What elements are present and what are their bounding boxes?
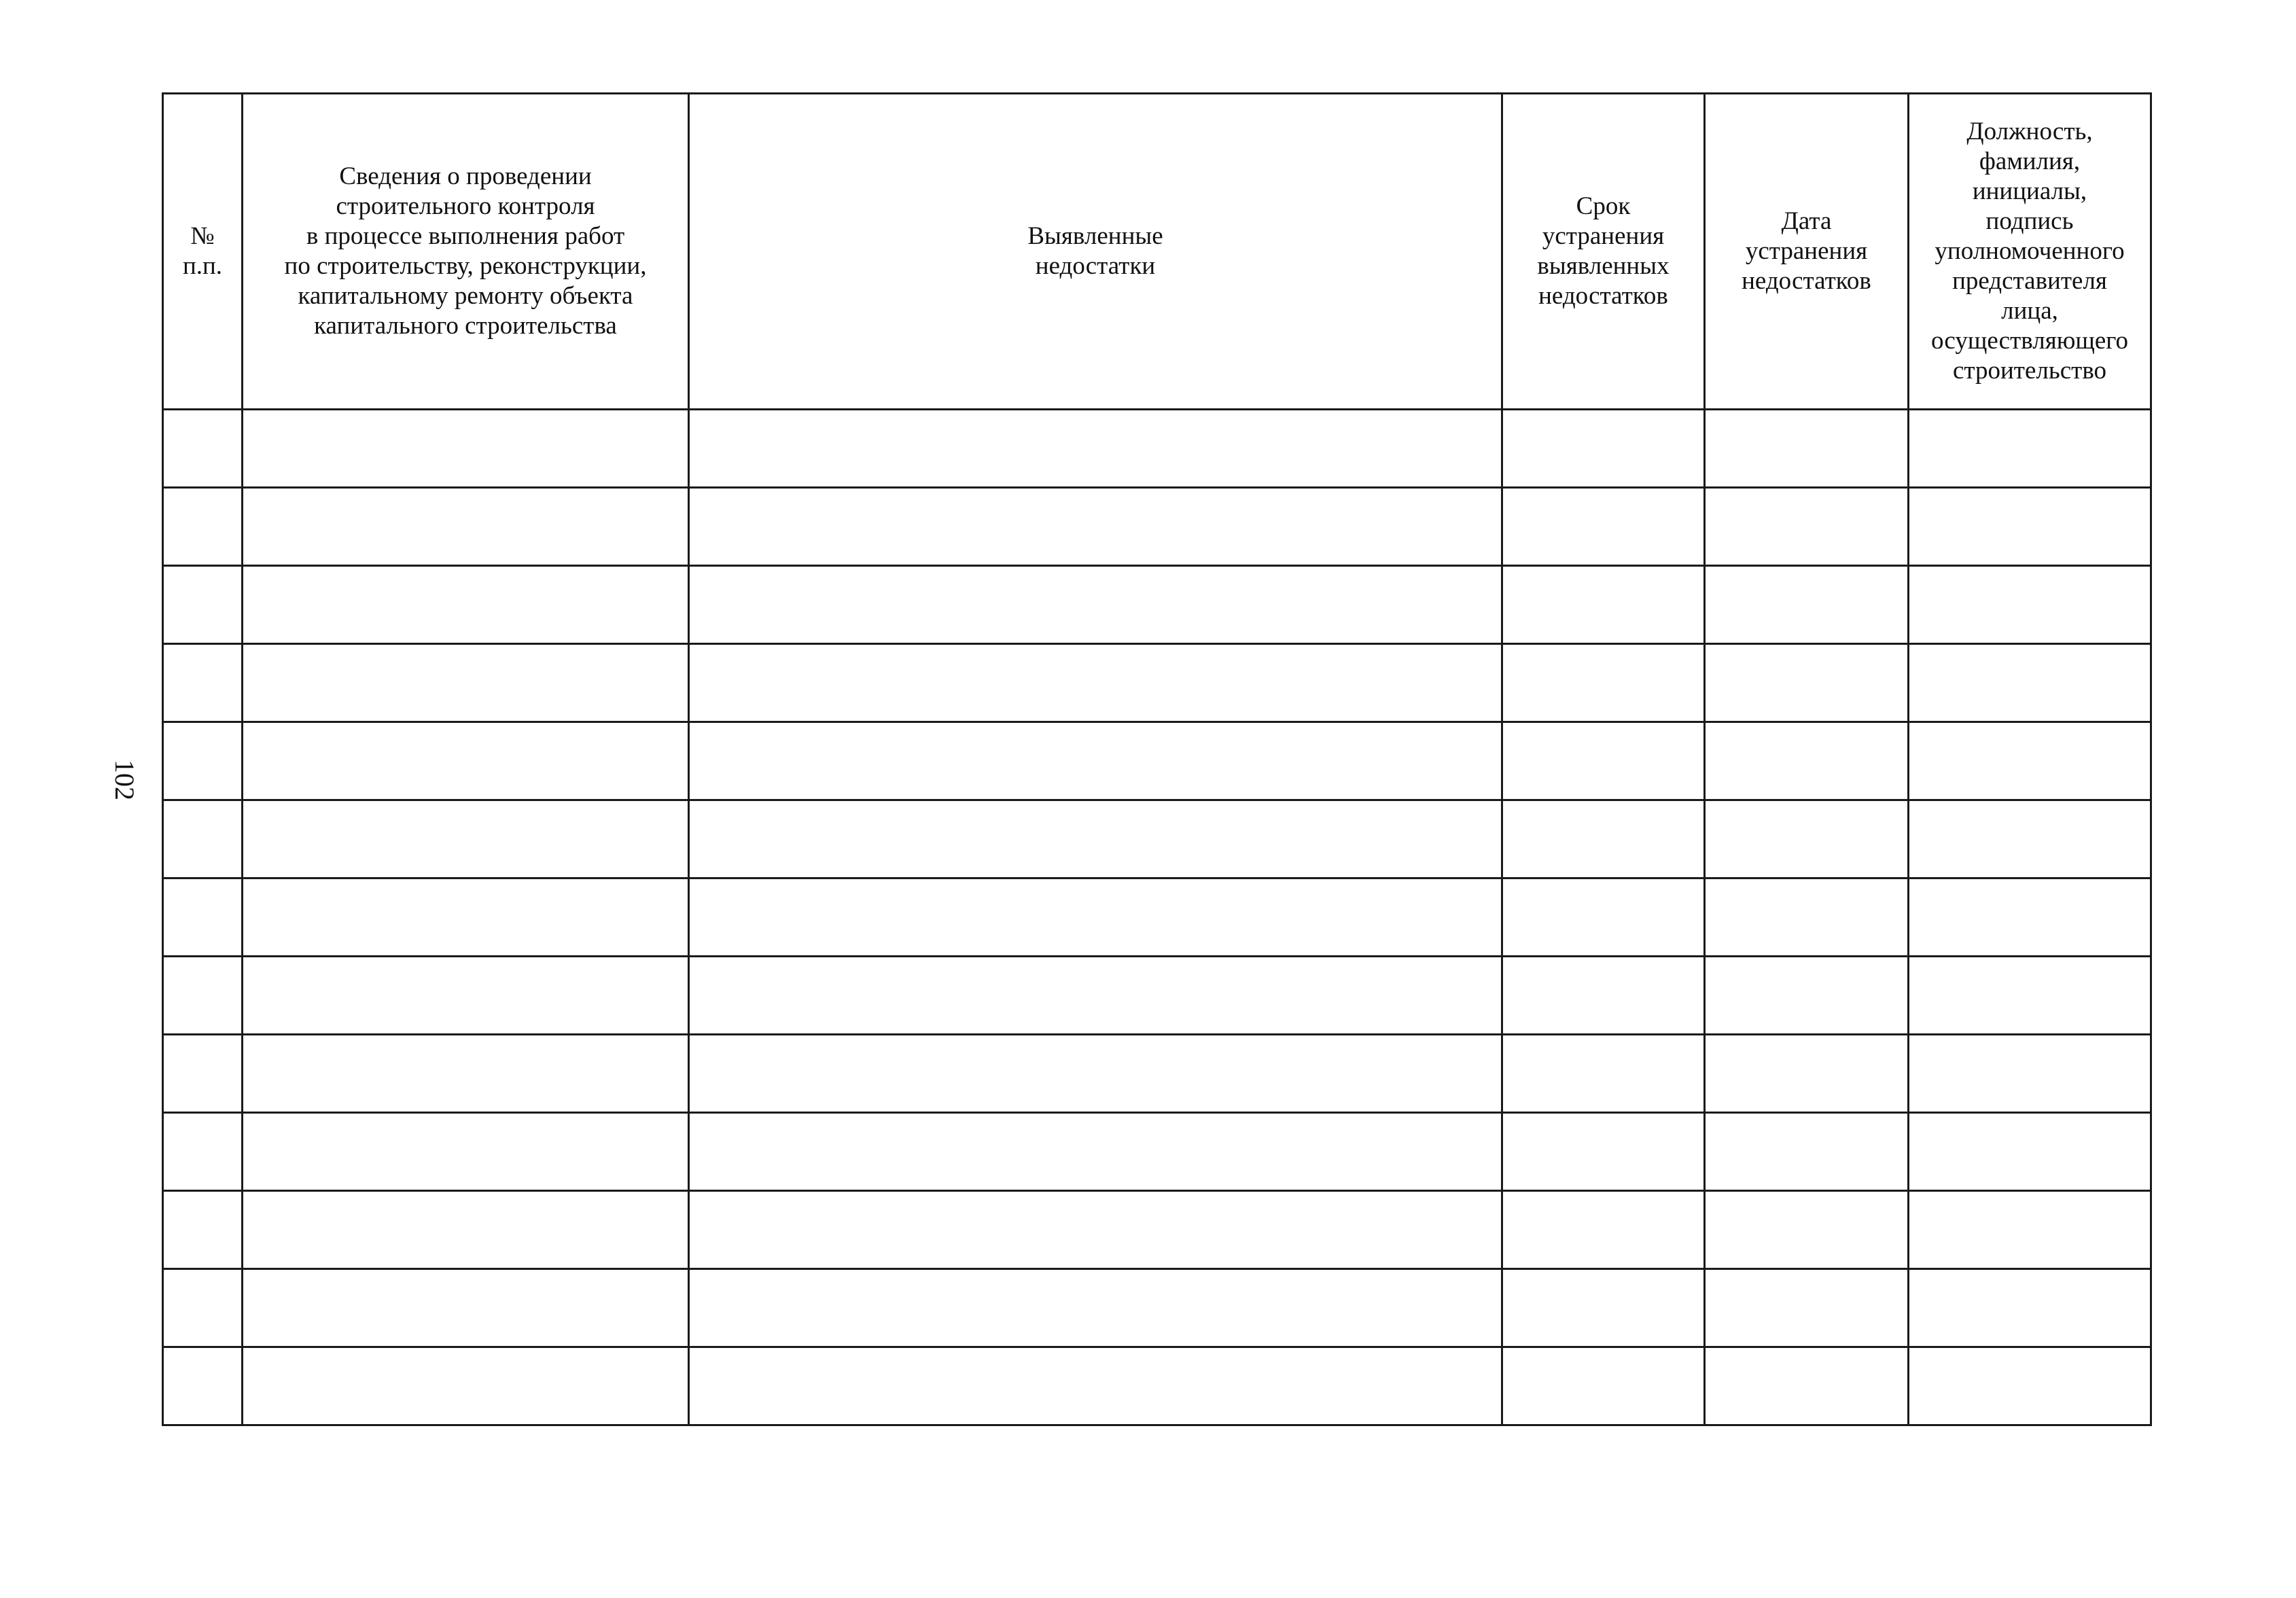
table-row [163, 410, 2151, 488]
table-cell-control-info [243, 1035, 689, 1113]
table-cell-number [163, 644, 243, 722]
table-cell-control-info [243, 566, 689, 644]
table-row [163, 1191, 2151, 1269]
table-cell-number [163, 1035, 243, 1113]
table-cell-number [163, 566, 243, 644]
table-cell-deadline [1502, 410, 1705, 488]
table-cell-number [163, 488, 243, 566]
table-cell-control-info [243, 410, 689, 488]
table-row [163, 1113, 2151, 1191]
table-row [163, 800, 2151, 878]
table-cell-fix-date [1705, 1269, 1909, 1347]
header-fix-date: Дата устранения недостатков [1705, 94, 1909, 410]
table-row [163, 1035, 2151, 1113]
table-cell-representative [1909, 957, 2151, 1035]
table-cell-representative [1909, 488, 2151, 566]
table-cell-number [163, 878, 243, 957]
table-cell-number [163, 1191, 243, 1269]
table-cell-deficiencies [689, 1035, 1502, 1113]
table-cell-deadline [1502, 566, 1705, 644]
table-cell-control-info [243, 1191, 689, 1269]
table-cell-control-info [243, 722, 689, 800]
table-cell-fix-date [1705, 957, 1909, 1035]
table-cell-fix-date [1705, 878, 1909, 957]
table-cell-representative [1909, 1035, 2151, 1113]
table-cell-fix-date [1705, 1347, 1909, 1425]
table-body [163, 410, 2151, 1425]
table-cell-deficiencies [689, 1269, 1502, 1347]
header-deadline: Срок устранения выявленных недостатков [1502, 94, 1705, 410]
table-cell-control-info [243, 644, 689, 722]
table-cell-fix-date [1705, 1191, 1909, 1269]
table-cell-number [163, 957, 243, 1035]
table-cell-deadline [1502, 1347, 1705, 1425]
table-cell-representative [1909, 878, 2151, 957]
table-cell-fix-date [1705, 722, 1909, 800]
table-row [163, 566, 2151, 644]
table-cell-deadline [1502, 1191, 1705, 1269]
table-cell-representative [1909, 1113, 2151, 1191]
table-cell-deficiencies [689, 1347, 1502, 1425]
table-cell-deficiencies [689, 1191, 1502, 1269]
table-cell-deficiencies [689, 566, 1502, 644]
construction-control-table [162, 92, 2152, 1426]
table-cell-representative [1909, 1191, 2151, 1269]
table-cell-fix-date [1705, 566, 1909, 644]
table-cell-deadline [1502, 1113, 1705, 1191]
table-cell-number [163, 722, 243, 800]
table-cell-deadline [1502, 957, 1705, 1035]
table-cell-fix-date [1705, 800, 1909, 878]
table-cell-deficiencies [689, 644, 1502, 722]
table-cell-number [163, 410, 243, 488]
table-cell-representative [1909, 800, 2151, 878]
table-cell-fix-date [1705, 644, 1909, 722]
table-cell-number [163, 800, 243, 878]
table-cell-number [163, 1347, 243, 1425]
page-number: 102 [109, 760, 140, 800]
table-cell-deadline [1502, 488, 1705, 566]
table-cell-control-info [243, 800, 689, 878]
table-cell-control-info [243, 488, 689, 566]
table-cell-deadline [1502, 1035, 1705, 1113]
table-cell-control-info [243, 1113, 689, 1191]
table-cell-deficiencies [689, 957, 1502, 1035]
table-cell-fix-date [1705, 488, 1909, 566]
header-control-info: Сведения о проведении строительного контроля в процессе выполнения работ по строительству, реконструкции, капитальному ремонту объекта капитального строительства [243, 94, 689, 410]
table-cell-deficiencies [689, 722, 1502, 800]
table-row [163, 644, 2151, 722]
header-row [163, 94, 2151, 410]
table-cell-representative [1909, 722, 2151, 800]
table-cell-deadline [1502, 878, 1705, 957]
table-cell-control-info [243, 1269, 689, 1347]
table-cell-representative [1909, 644, 2151, 722]
table-cell-control-info [243, 1347, 689, 1425]
table-cell-fix-date [1705, 410, 1909, 488]
table-cell-fix-date [1705, 1113, 1909, 1191]
header-representative: Должность, фамилия, инициалы, подпись уполномоченного представителя лица, осуществляющего строительство [1909, 94, 2151, 410]
table-cell-representative [1909, 1269, 2151, 1347]
table-row [163, 722, 2151, 800]
table-cell-control-info [243, 878, 689, 957]
table-cell-deficiencies [689, 878, 1502, 957]
table-cell-control-info [243, 957, 689, 1035]
table-cell-representative [1909, 1347, 2151, 1425]
table-row [163, 1269, 2151, 1347]
header-number: № п.п. [163, 94, 243, 410]
header-deficiencies: Выявленные недостатки [689, 94, 1502, 410]
table-cell-deficiencies [689, 488, 1502, 566]
table-cell-deadline [1502, 1269, 1705, 1347]
table-cell-deficiencies [689, 1113, 1502, 1191]
table-row [163, 1347, 2151, 1425]
table-cell-number [163, 1269, 243, 1347]
table-cell-deficiencies [689, 410, 1502, 488]
table-cell-representative [1909, 410, 2151, 488]
table-row [163, 488, 2151, 566]
table-cell-deadline [1502, 644, 1705, 722]
table-cell-deadline [1502, 800, 1705, 878]
table-cell-fix-date [1705, 1035, 1909, 1113]
table-cell-number [163, 1113, 243, 1191]
table-cell-representative [1909, 566, 2151, 644]
table-row [163, 957, 2151, 1035]
table-cell-deadline [1502, 722, 1705, 800]
table-cell-deficiencies [689, 800, 1502, 878]
table-row [163, 878, 2151, 957]
